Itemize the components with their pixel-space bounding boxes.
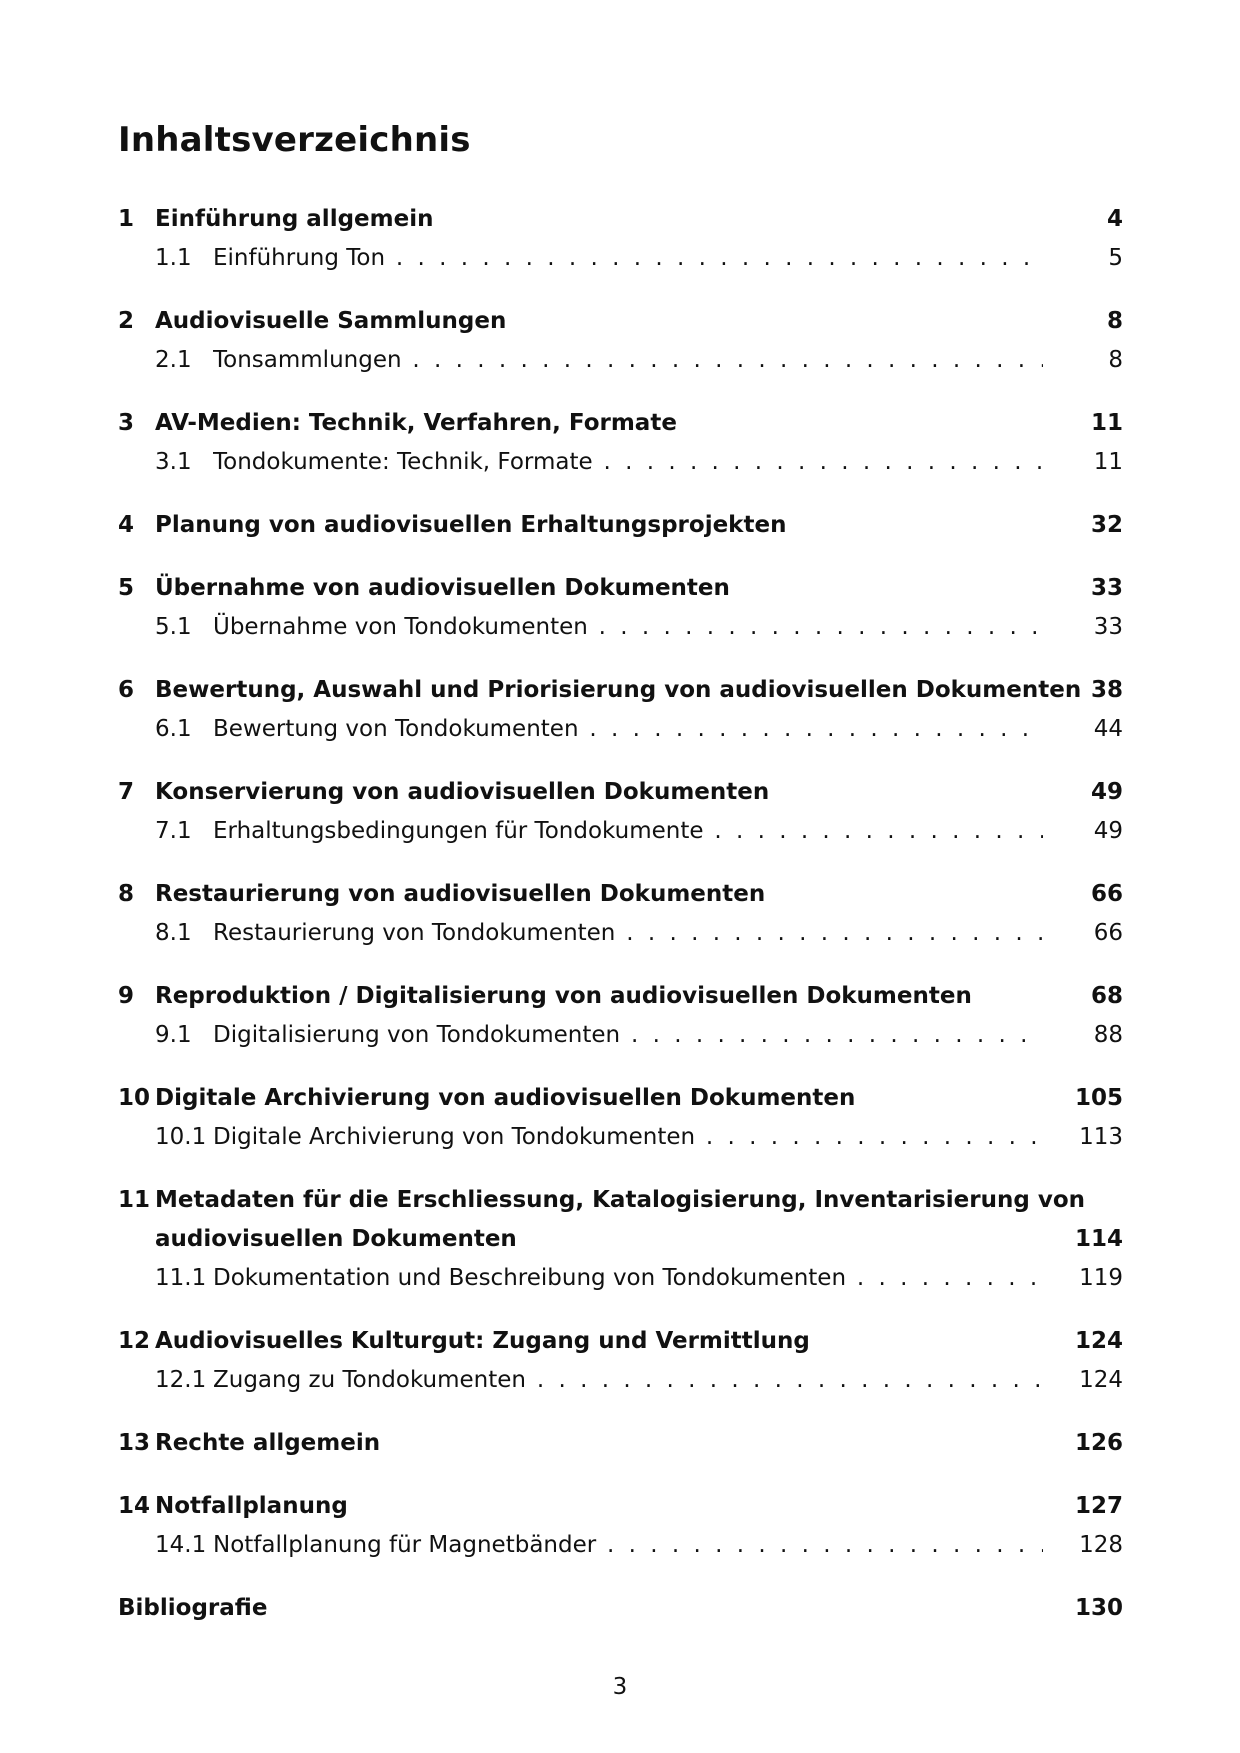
toc-chapter-9 [118,977,1123,1055]
section-page: 88 [1093,1022,1123,1048]
toc-chapter-14 [118,1487,1123,1565]
chapter-number: 4 [118,512,135,538]
section-title: Dokumentation und Beschreibung von Tondokumenten . . . [213,1259,1043,1298]
toc-chapter-entry[interactable] [118,1322,1123,1361]
section-number: 10.1 [155,1124,207,1150]
toc-chapter-10 [118,1079,1123,1157]
chapter-number: 1 [118,206,135,232]
document-page [118,0,1123,1753]
toc-chapter-entry[interactable] [118,404,1123,443]
section-page: 33 [1093,614,1123,640]
page-number: 3 [612,1674,628,1700]
toc-chapter-entry[interactable] [118,1079,1123,1118]
toc-chapter-13 [118,1424,1123,1463]
section-title: Tondokumente: Technik, Formate . . . [213,443,1043,482]
chapter-number: 14 [118,1493,151,1519]
chapter-page: 66 [1090,881,1123,907]
toc-chapter-entry[interactable] [118,302,1123,341]
chapter-page: 32 [1090,512,1123,538]
chapter-number: 13 [118,1430,151,1456]
chapter-title: Reproduktion / Digitalisierung von audiovisuellen Dokumenten [155,983,972,1009]
bibliography-title: Bibliografie [118,1595,268,1621]
toc-chapter-entry[interactable] [118,506,1123,545]
toc-chapter-entry[interactable] [118,671,1123,710]
section-number: 3.1 [155,449,192,475]
toc-chapter-2 [118,302,1123,380]
chapter-number: 12 [118,1328,151,1354]
chapter-number: 9 [118,983,135,1009]
toc-section-entry[interactable] [118,1361,1123,1400]
toc-chapter-11 [118,1181,1123,1298]
toc-section-entry[interactable] [118,1118,1123,1157]
section-number: 1.1 [155,245,192,271]
toc-bibliography [118,1589,1123,1628]
chapter-number: 7 [118,779,135,805]
toc-chapter-5 [118,569,1123,647]
toc-section-entry[interactable] [118,812,1123,851]
toc-section-entry[interactable] [118,608,1123,647]
chapter-page: 114 [1074,1226,1123,1252]
chapter-title: Metadaten für die Erschliessung, Katalogisierung, Inventarisierung von [155,1187,1086,1213]
chapter-number: 5 [118,575,135,601]
chapter-title: Audiovisuelles Kulturgut: Zugang und Vermittlung [155,1328,810,1354]
chapter-number: 2 [118,308,135,334]
toc-chapter-entry[interactable] [118,1487,1123,1526]
chapter-number: 3 [118,410,135,436]
toc-chapter-entry[interactable] [118,569,1123,608]
section-page: 113 [1079,1124,1123,1150]
toc-chapter-entry[interactable] [118,773,1123,812]
chapter-page: 68 [1090,983,1123,1009]
toc-section-entry[interactable] [118,341,1123,380]
section-page: 128 [1079,1532,1123,1558]
toc-section-entry[interactable] [118,710,1123,749]
toc-chapter-entry[interactable] [118,875,1123,914]
section-title: Bewertung von Tondokumenten . . . [213,710,1043,749]
section-title: Restaurierung von Tondokumenten . . . [213,914,1043,953]
toc-chapter-3 [118,404,1123,482]
section-page: 8 [1108,347,1123,373]
section-number: 12.1 [155,1367,207,1393]
section-number: 6.1 [155,716,192,742]
chapter-page: 33 [1090,575,1123,601]
chapter-number: 8 [118,881,135,907]
section-page: 49 [1093,818,1123,844]
toc-chapter-entry[interactable] [118,200,1123,239]
section-title: Zugang zu Tondokumenten . . . [213,1361,1043,1400]
chapter-title: Rechte allgemein [155,1430,381,1456]
chapter-title: Bewertung, Auswahl und Priorisierung von audiovisuellen Dokumenten [155,677,1082,703]
chapter-title: Konservierung von audiovisuellen Dokumenten [155,779,770,805]
chapter-title: Einführung allgemein [155,206,434,232]
chapter-page: 105 [1074,1085,1123,1111]
table-of-contents [118,200,1123,1652]
toc-chapter-entry[interactable] [118,1424,1123,1463]
section-title: Übernahme von Tondokumenten . . . [213,608,1043,647]
toc-chapter-4 [118,506,1123,545]
chapter-title-continued: audiovisuellen Dokumenten [155,1226,517,1252]
section-title: Notfallplanung für Magnetbänder . . . [213,1526,1043,1565]
chapter-title: Audiovisuelle Sammlungen [155,308,507,334]
section-page: 124 [1079,1367,1123,1393]
toc-section-entry[interactable] [118,1526,1123,1565]
chapter-number: 11 [118,1187,151,1213]
section-number: 8.1 [155,920,192,946]
toc-section-entry[interactable] [118,239,1123,278]
toc-chapter-12 [118,1322,1123,1400]
chapter-page: 124 [1074,1328,1123,1354]
chapter-title: Notfallplanung [155,1493,348,1519]
chapter-page: 11 [1090,410,1123,436]
chapter-title: Planung von audiovisuellen Erhaltungsprojekten [155,512,787,538]
page-title: Inhaltsverzeichnis [118,120,471,160]
toc-section-entry[interactable] [118,1259,1123,1298]
chapter-number: 6 [118,677,135,703]
toc-chapter-8 [118,875,1123,953]
section-number: 11.1 [155,1265,207,1291]
chapter-page: 126 [1074,1430,1123,1456]
chapter-page: 49 [1090,779,1123,805]
toc-chapter-1 [118,200,1123,278]
section-page: 44 [1093,716,1123,742]
chapter-title: AV-Medien: Technik, Verfahren, Formate [155,410,677,436]
toc-chapter-entry-continued[interactable] [118,1220,1123,1259]
chapter-page: 8 [1106,308,1123,334]
toc-section-entry[interactable] [118,914,1123,953]
chapter-page: 4 [1106,206,1123,232]
toc-chapter-entry[interactable] [118,1181,1123,1220]
toc-chapter-6 [118,671,1123,749]
section-title: Tonsammlungen . . . [213,341,1043,380]
section-title: Digitale Archivierung von Tondokumenten . . . [213,1118,1043,1157]
toc-section-entry[interactable] [118,443,1123,482]
section-page: 119 [1079,1265,1123,1291]
toc-chapter-entry[interactable] [118,977,1123,1016]
section-page: 11 [1093,449,1123,475]
bibliography-page: 130 [1074,1595,1123,1621]
chapter-page: 127 [1074,1493,1123,1519]
section-number: 5.1 [155,614,192,640]
section-title: Erhaltungsbedingungen für Tondokumente . . . [213,812,1043,851]
section-number: 7.1 [155,818,192,844]
section-number: 2.1 [155,347,192,373]
chapter-title: Digitale Archivierung von audiovisuellen Dokumenten [155,1085,856,1111]
section-title: Einführung Ton . . . [213,239,1043,278]
section-title: Digitalisierung von Tondokumenten . . . [213,1016,1043,1055]
section-number: 14.1 [155,1532,207,1558]
toc-section-entry[interactable] [118,1016,1123,1055]
chapter-page: 38 [1090,677,1123,703]
chapter-title: Restaurierung von audiovisuellen Dokumenten [155,881,766,907]
toc-bibliography-entry[interactable] [118,1589,1123,1628]
section-page: 5 [1108,245,1123,271]
section-page: 66 [1093,920,1123,946]
toc-chapter-7 [118,773,1123,851]
chapter-title: Übernahme von audiovisuellen Dokumenten [155,575,730,601]
chapter-number: 10 [118,1085,151,1111]
section-number: 9.1 [155,1022,192,1048]
